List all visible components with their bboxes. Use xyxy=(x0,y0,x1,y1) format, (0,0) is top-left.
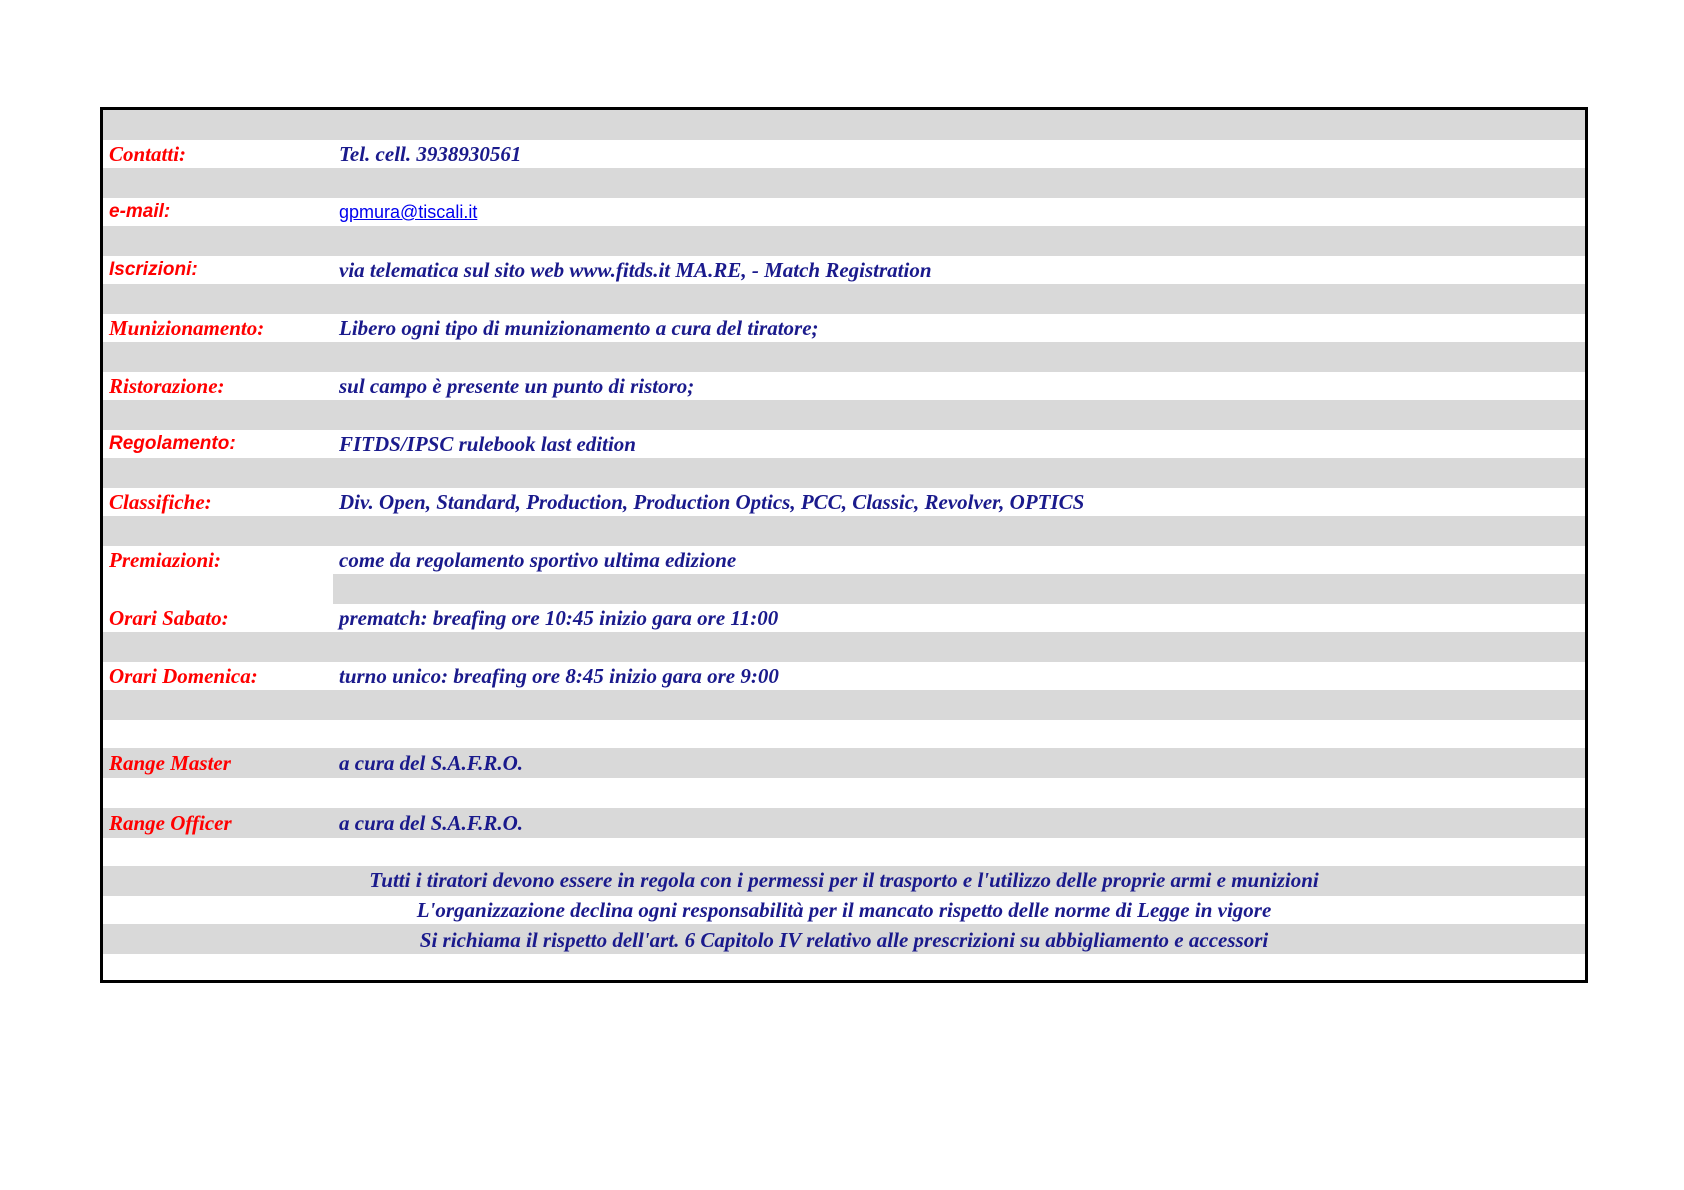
event-info-table xyxy=(100,107,1588,983)
row-value: sul campo è presente un punto di ristoro; xyxy=(339,374,695,398)
row-range-master xyxy=(103,749,1585,777)
row-premiazioni xyxy=(103,546,1585,574)
note-responsabilita: L'organizzazione declina ogni responsabilità per il mancato rispetto delle norme di Legge in vigore xyxy=(416,898,1272,922)
row-value: prematch: breafing ore 10:45 inizio gara ore 11:00 xyxy=(339,606,779,630)
band xyxy=(103,400,1585,430)
row-label: Orari Domenica: xyxy=(109,664,258,688)
row-label: e-mail: xyxy=(109,201,171,222)
row-iscrizioni xyxy=(103,256,1585,284)
row-range-officer xyxy=(103,809,1585,837)
band xyxy=(103,226,1585,256)
band xyxy=(103,284,1585,314)
row-label: Orari Sabato: xyxy=(109,606,229,630)
row-value: via telematica sul sito web www.fitds.it MA.RE, - Match Registration xyxy=(339,258,932,282)
row-email xyxy=(103,198,1585,226)
row-orari-domenica xyxy=(103,662,1585,690)
row-value: Tel. cell. 3938930561 xyxy=(339,142,522,166)
band xyxy=(103,342,1585,372)
row-value: a cura del S.A.F.R.O. xyxy=(339,811,523,835)
row-ristorazione xyxy=(103,372,1585,400)
row-contatti xyxy=(103,140,1585,168)
band xyxy=(103,690,1585,720)
row-value: come da regolamento sportivo ultima edizione xyxy=(339,548,737,572)
row-value: Libero ogni tipo di munizionamento a cura del tiratore; xyxy=(339,316,819,340)
row-classifiche xyxy=(103,488,1585,516)
row-orari-sabato xyxy=(103,604,1585,632)
row-value: turno unico: breafing ore 8:45 inizio gara ore 9:00 xyxy=(339,664,779,688)
row-label: Premiazioni: xyxy=(109,548,222,572)
row-regolamento xyxy=(103,430,1585,458)
note-permessi: Tutti i tiratori devono essere in regola con i permessi per il trasporto e l'utilizzo delle proprie armi e munizioni xyxy=(369,868,1319,892)
row-label: Range Officer xyxy=(109,811,232,835)
band xyxy=(103,168,1585,198)
row-munizionamento xyxy=(103,314,1585,342)
row-label: Classifiche: xyxy=(109,490,212,514)
row-value: FITDS/IPSC rulebook last edition xyxy=(339,432,636,456)
row-label: Munizionamento: xyxy=(109,316,265,340)
band xyxy=(103,458,1585,488)
row-label: Regolamento: xyxy=(109,433,236,454)
row-label: Ristorazione: xyxy=(109,374,225,398)
row-label: Range Master xyxy=(109,751,231,775)
note-abbigliamento: Si richiama il rispetto dell'art. 6 Capitolo IV relativo alle prescrizioni su abbigliamento e accessori xyxy=(419,928,1269,952)
band xyxy=(103,110,1585,140)
row-label: Contatti: xyxy=(109,142,187,166)
band xyxy=(333,574,1585,604)
row-label: Iscrizioni: xyxy=(109,259,198,280)
row-value: Div. Open, Standard, Production, Production Optics, PCC, Classic, Revolver, OPTICS xyxy=(339,490,1085,514)
band xyxy=(103,516,1585,546)
email-link[interactable]: gpmura@tiscali.it xyxy=(335,198,481,226)
band xyxy=(103,632,1585,662)
row-value: a cura del S.A.F.R.O. xyxy=(339,751,523,775)
